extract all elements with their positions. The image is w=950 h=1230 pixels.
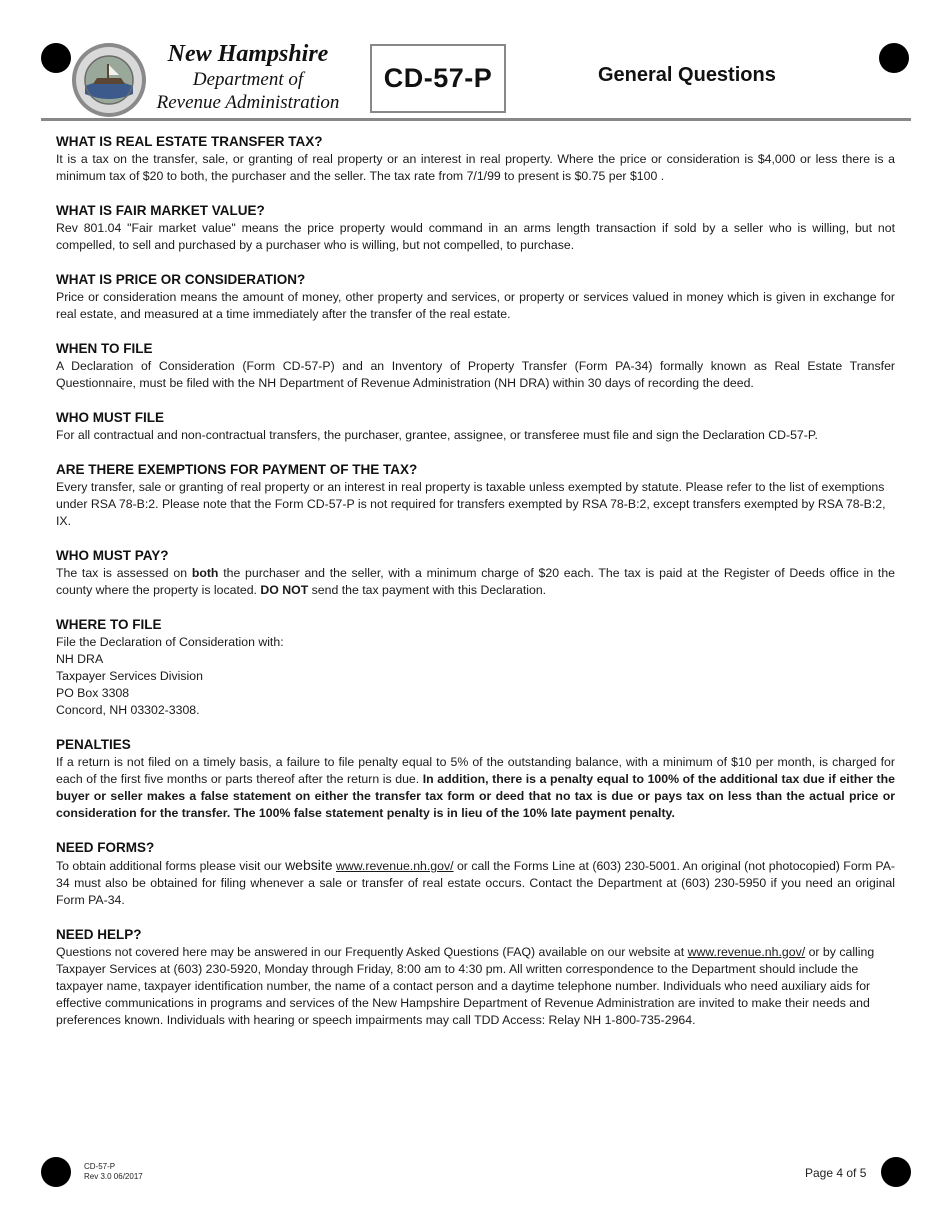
section-need-help bbox=[56, 926, 895, 1029]
section-heading: WHERE TO FILE bbox=[56, 617, 162, 632]
section-where-to-file bbox=[56, 616, 895, 719]
section-who-must-file bbox=[56, 409, 895, 444]
section-heading: WHO MUST FILE bbox=[56, 410, 164, 425]
address-line: File the Declaration of Consideration with: bbox=[56, 635, 284, 649]
body-text: Questions not covered here may be answered in our Frequently Asked Questions (FAQ) available on our website at bbox=[56, 945, 688, 959]
section-fair-market-value bbox=[56, 202, 895, 254]
section-heading: WHAT IS FAIR MARKET VALUE? bbox=[56, 203, 265, 218]
section-body bbox=[56, 565, 895, 599]
section-exemptions bbox=[56, 461, 895, 530]
footer-form-id: CD-57-P bbox=[84, 1162, 116, 1171]
section-real-estate-transfer-tax bbox=[56, 133, 895, 185]
address-line: Taxpayer Services Division bbox=[56, 669, 203, 683]
address-line: NH DRA bbox=[56, 652, 104, 666]
section-heading: ARE THERE EXEMPTIONS FOR PAYMENT OF THE TAX? bbox=[56, 462, 418, 477]
revenue-website-link[interactable]: www.revenue.nh.gov/ bbox=[335, 859, 454, 873]
section-who-must-pay bbox=[56, 547, 895, 599]
section-body bbox=[56, 754, 895, 822]
section-body: Rev 801.04 "Fair market value" means the price property would command in an arms length transaction if sold by a seller who is willing, but not compelled, to sell and purchased by a purchaser who is willing, but not compelled, to purchase. bbox=[56, 221, 895, 252]
page-number: Page 4 of 5 bbox=[805, 1166, 867, 1180]
body-text: If a return is not filed on a timely basis, a failure to file penalty equal to 5% of the outstanding balance, with a minimum of $10 per month, is charged for each of the first five months or parts thereof after the return is due. bbox=[56, 755, 895, 786]
registration-mark-top-right bbox=[879, 43, 909, 73]
section-penalties bbox=[56, 736, 895, 822]
section-heading: WHEN TO FILE bbox=[56, 341, 153, 356]
revenue-website-link[interactable]: www.revenue.nh.gov/ bbox=[687, 945, 806, 959]
emphasis-do-not: DO NOT bbox=[260, 583, 309, 597]
document-body bbox=[56, 133, 895, 1046]
footer-form-code bbox=[84, 1162, 143, 1182]
header-divider bbox=[41, 118, 911, 121]
section-heading: WHAT IS PRICE OR CONSIDERATION? bbox=[56, 272, 306, 287]
body-text: To obtain additional forms please visit our bbox=[56, 859, 286, 873]
department-line-1: Department of bbox=[192, 69, 304, 90]
section-body bbox=[56, 857, 895, 909]
registration-mark-bottom-left bbox=[41, 1157, 71, 1187]
address-line: Concord, NH 03302-3308. bbox=[56, 703, 200, 717]
registration-mark-bottom-right bbox=[881, 1157, 911, 1187]
body-text: or call the Forms Line at (603) 230-5001. An original (not photocopied) Form PA-34 must also be obtained for filing whenever a sale or transfer of real estate occurs. Contact the Department at (603) 230-5950 if you need an original Form PA-34. bbox=[56, 859, 896, 907]
address-line: PO Box 3308 bbox=[56, 686, 130, 700]
body-text: or by calling Taxpayer Services at (603) 230-5920, Monday through Friday, 8:00 am to 4:30 pm. All written correspondence to the Department should include the taxpayer name, taxpayer identification number, the name of a contact person and a daytime telephone number. Individuals who need auxiliary aids for effective communications in programs and services of the New Hampshire Department of Revenue Administration are invited to make their needs and preferences known. Individuals with hearing or speech impairments may call TDD Access: Relay NH 1-800-735-2964. bbox=[56, 945, 875, 1027]
section-heading: WHAT IS REAL ESTATE TRANSFER TAX? bbox=[56, 134, 323, 149]
department-name-block bbox=[143, 40, 353, 114]
section-price-or-consideration bbox=[56, 271, 895, 323]
section-heading: NEED FORMS? bbox=[56, 840, 155, 855]
section-body bbox=[56, 944, 895, 1029]
section-heading: WHO MUST PAY? bbox=[56, 548, 169, 563]
body-text: send the tax payment with this Declaration. bbox=[308, 583, 547, 597]
footer-revision: Rev 3.0 06/2017 bbox=[84, 1172, 143, 1181]
section-heading: NEED HELP? bbox=[56, 927, 142, 942]
penalty-emphasis: In addition, there is a penalty equal to 100% of the additional tax due if either the buyer or seller makes a false statement on either the transfer tax form or deed that no tax is due or pays tax on less than the actual price or consideration for the transfer. The 100% false statement penalty is in lieu of the 10% late payment penalty. bbox=[56, 772, 895, 820]
section-body: A Declaration of Consideration (Form CD-57-P) and an Inventory of Property Transfer (Form PA-34) formally known as Real Estate Transfer Questionnaire, must be filed with the NH Department of Revenue Administration (NH DRA) within 30 days of recording the deed. bbox=[56, 359, 895, 390]
form-id-box bbox=[370, 44, 506, 113]
state-seal-icon bbox=[71, 42, 147, 118]
body-text: the purchaser and the seller, with a minimum charge of $20 each. The tax is paid at the Register of Deeds office in the county where the property is located. bbox=[56, 566, 896, 597]
section-need-forms bbox=[56, 839, 895, 909]
website-word: website bbox=[285, 857, 333, 873]
section-when-to-file bbox=[56, 340, 895, 392]
section-body: It is a tax on the transfer, sale, or granting of real property or an interest in real property. Where the price or consideration is $4,000 or less there is a minimum tax of $20 to both, the purchaser and the seller. The tax rate from 7/1/99 to present is $0.75 per $100 . bbox=[56, 152, 895, 183]
emphasis-both: both bbox=[191, 566, 219, 580]
section-body: Every transfer, sale or granting of real property or an interest in real property is taxable unless exempted by statute. Please refer to the list of exemptions under RSA 78-B:2. Please note that the Form CD-57-P is not required for transfers exempted by RSA 78-B:2, except transfers exempted by RSA 78-B:2, IX. bbox=[56, 480, 886, 528]
registration-mark-top-left bbox=[41, 43, 71, 73]
section-body: For all contractual and non-contractual transfers, the purchaser, grantee, assignee, or transferee must file and sign the Declaration CD-57-P. bbox=[56, 428, 818, 442]
body-text: The tax is assessed on bbox=[56, 566, 192, 580]
form-id: CD-57-P bbox=[383, 63, 493, 93]
section-body: Price or consideration means the amount of money, other property and services, or property or services valued in money which is given in exchange for real estate, and measured at a time immediately after the transfer of the real estate. bbox=[56, 290, 895, 321]
state-name: New Hampshire bbox=[167, 41, 329, 67]
page-heading: General Questions bbox=[598, 64, 776, 86]
department-line-2: Revenue Administration bbox=[156, 92, 340, 113]
section-heading: PENALTIES bbox=[56, 737, 131, 752]
